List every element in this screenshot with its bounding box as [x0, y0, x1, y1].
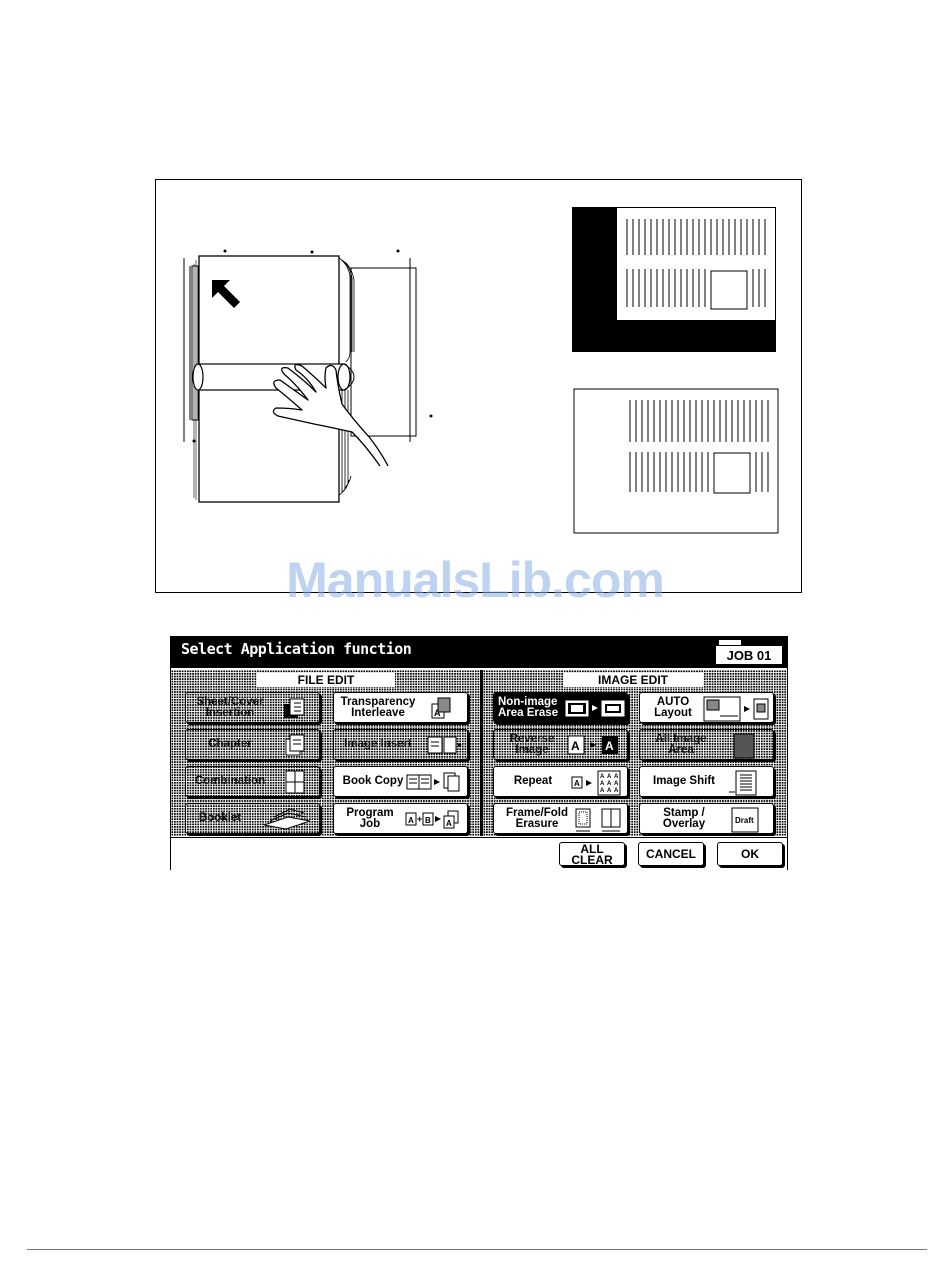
book-copy-icon	[406, 770, 466, 794]
stamp-overlay-button[interactable]: Stamp / Overlay Draft	[639, 803, 774, 834]
cancel-button[interactable]: CANCEL	[638, 842, 704, 866]
booklet-button[interactable]: Booklet	[185, 803, 320, 834]
stamp-overlay-icon	[730, 807, 764, 833]
non-image-area-erase-button[interactable]: Non-image Area Erase	[493, 692, 628, 723]
all-clear-button[interactable]: ALL CLEAR	[559, 842, 625, 866]
svg-text:B: B	[425, 816, 431, 825]
transparency-icon	[426, 696, 456, 720]
watermark: ManualsLib.com	[286, 552, 664, 608]
svg-text:A: A	[614, 774, 619, 780]
svg-text:A: A	[600, 788, 605, 794]
booklet-icon	[260, 807, 314, 831]
title-bar	[171, 637, 787, 668]
job-indicator: JOB 01	[715, 645, 783, 665]
svg-text:A: A	[571, 739, 580, 753]
frame-fold-erasure-button[interactable]: Frame/Fold Erasure	[493, 803, 628, 834]
image-shift-button[interactable]: Image Shift	[639, 766, 774, 797]
combination-button[interactable]: Combination	[185, 766, 320, 797]
image-shift-icon	[728, 770, 762, 796]
auto-layout-button[interactable]: AUTO Layout	[639, 692, 774, 723]
application-function-panel	[170, 636, 788, 870]
ok-button[interactable]: OK	[717, 842, 783, 866]
book-copy-button[interactable]: Book Copy	[333, 766, 468, 797]
svg-text:Draft: Draft	[735, 816, 754, 825]
svg-text:A: A	[605, 739, 614, 753]
book-scanning-illustration	[156, 180, 801, 592]
all-image-area-button[interactable]: All Image Area	[639, 729, 774, 760]
svg-text:A: A	[607, 781, 612, 787]
sheet-cover-icon	[280, 696, 310, 720]
reverse-image-button[interactable]: Reverse Image A A	[493, 729, 628, 760]
svg-text:+: +	[417, 814, 423, 824]
chapter-button[interactable]: Chapter	[185, 729, 320, 760]
illustration-figure	[155, 179, 802, 593]
svg-text:A: A	[408, 816, 414, 825]
svg-text:A: A	[574, 779, 580, 788]
svg-text:A: A	[600, 781, 605, 787]
repeat-icon	[568, 770, 626, 796]
non-image-erase-icon	[564, 696, 626, 720]
svg-text:A: A	[614, 781, 619, 787]
image-insert-button[interactable]: Image Insert	[333, 729, 468, 760]
auto-layout-icon	[702, 696, 772, 722]
file-edit-section	[171, 670, 480, 836]
combination-icon	[280, 770, 310, 794]
program-job-button[interactable]: Program Job A + B A	[333, 803, 468, 834]
repeat-button[interactable]: Repeat A A A A A A A A A A	[493, 766, 628, 797]
svg-text:A: A	[434, 708, 441, 718]
svg-text:A: A	[600, 774, 605, 780]
svg-text:A: A	[614, 788, 619, 794]
file-edit-label: FILE EDIT	[257, 673, 395, 687]
svg-text:A: A	[607, 788, 612, 794]
all-image-area-icon	[730, 733, 760, 759]
transparency-interleave-button[interactable]: Transparency Interleave A	[333, 692, 468, 723]
reverse-image-icon	[564, 733, 624, 757]
frame-fold-icon	[572, 807, 626, 833]
panel-title: Select Application function	[181, 640, 412, 658]
program-job-icon	[404, 807, 466, 831]
image-edit-label: IMAGE EDIT	[563, 673, 703, 687]
sheet-cover-insertion-button[interactable]: Sheet/Cover Insertion	[185, 692, 320, 723]
image-edit-section	[483, 670, 787, 836]
svg-text:A: A	[446, 819, 452, 828]
image-insert-icon	[426, 733, 464, 757]
chapter-icon	[280, 733, 310, 757]
page-footer-rule	[27, 1249, 927, 1250]
svg-text:A: A	[607, 774, 612, 780]
